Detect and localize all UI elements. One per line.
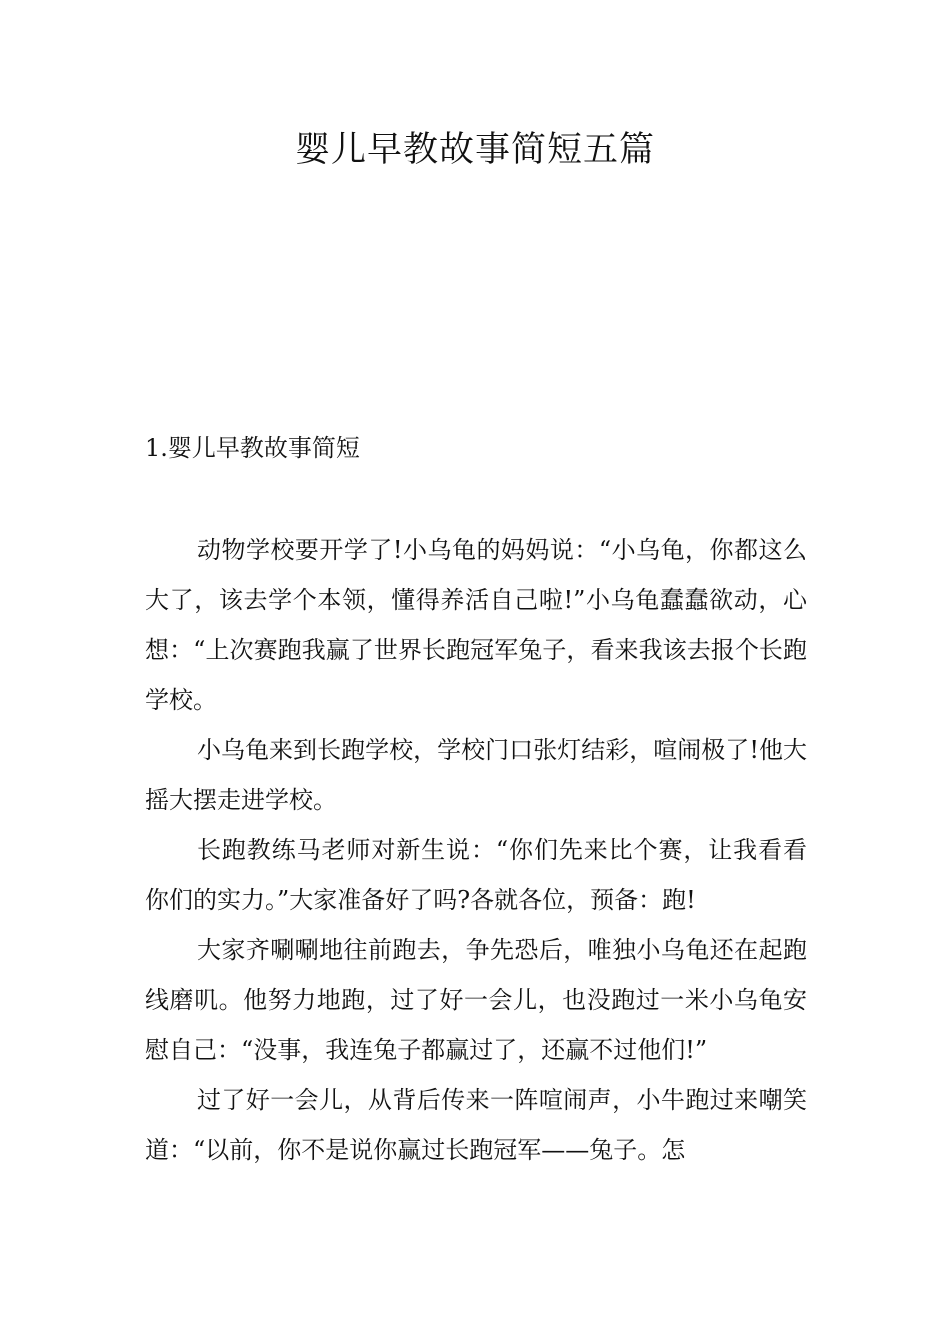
paragraph-4: 大家齐唰唰地往前跑去，争先恐后，唯独小乌龟还在起跑线磨叽。他努力地跑，过了好一会儿，也没跑过一米小乌龟安慰自己：“没事，我连兔子都赢过了，还赢不过他们!” [145,936,807,1064]
paragraph-1: 动物学校要开学了!小乌龟的妈妈说：“小乌龟，你都这么大了，该去学个本领，懂得养活自己啦!”小乌龟蠢蠢欲动，心想：“上次赛跑我赢了世界长跑冠军兔子，看来我该去报个长跑学校。 [145,536,807,714]
document-title: 婴儿早教故事简短五篇 [294,130,655,170]
paragraph-5: 过了好一会儿，从背后传来一阵喧闹声，小牛跑过来嘲笑道：“以前，你不是说你赢过长跑冠军——兔子。怎 [145,1086,807,1164]
section-heading: 1.婴儿早教故事简短 [145,434,360,462]
story-body [145,525,807,1175]
paragraph-2: 小乌龟来到长跑学校，学校门口张灯结彩，喧闹极了!他大摇大摆走进学校。 [145,736,807,814]
paragraph-3: 长跑教练马老师对新生说：“你们先来比个赛，让我看看你们的实力。”大家准备好了吗?各就各位，预备：跑! [145,836,807,914]
